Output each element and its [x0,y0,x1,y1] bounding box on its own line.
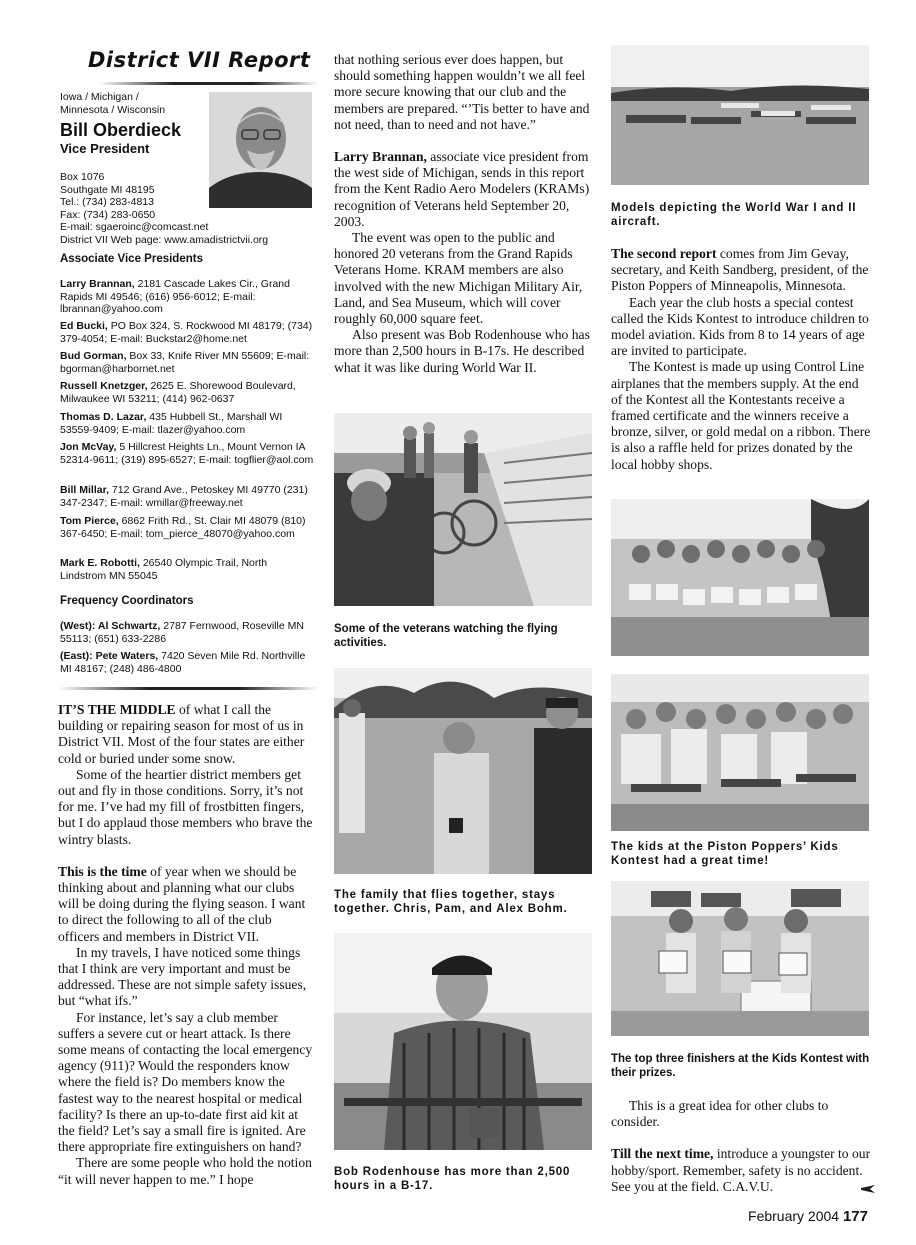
vp-contact [60,171,316,246]
paragraph: This is a great idea for other clubs to consider. [611,1098,829,1130]
freq-details: 2787 Fernwood, Roseville MN 55113; (651) 633-2286 [60,620,304,645]
avp-entry [60,484,316,509]
avp-entry [60,320,316,345]
paragraph: The Kontest is made up using Control Line airplanes that the members supply. At the end of the Kontest all the Kontestants receive a framed certificate and the winners receive a bronze, silver, or gold medal on a ribbon. There is also a raffle held for prizes donated by the local hobby shops. [611,359,871,472]
sidebar-rule [58,687,318,690]
paragraph-text: introduce a youngster to our hobby/sport. Remember, safety is no accident. See you at the field. C.A.V.U. [611,1146,871,1194]
paragraph [334,149,594,230]
avp-details: 2625 E. Shorewood Boulevard, Milwaukee WI 53211; (414) 962-0637 [60,380,296,405]
avp-details: 5 Hillcrest Heights Ln., Mount Vernon IA 52314-9611; (319) 895-6527; E-mail: togflier@aol.com [60,441,314,466]
lead-in: This is the time [58,863,147,879]
veterans-caption: Some of the veterans watching the flying activities. [334,623,558,649]
region [60,91,200,116]
avp-entry [60,350,316,375]
col3-closing [611,1098,873,1195]
col3-body [611,246,873,473]
models-caption: Models depicting the World War I and II aircraft. [611,202,857,228]
avp-details: Box 33, Knife River MN 55609; E-mail: bgorman@harbornet.net [60,350,310,375]
paragraph-text: of what I call the building or repairing season for most of us in District VII. Most of the four states are either cold or buried under some snow. [58,702,305,766]
rodenhouse-caption: Bob Rodenhouse has more than 2,500 hours in a B-17. [334,1166,571,1192]
paragraph-text: of year when we should be thinking about and planning what our clubs will be doing during the flying season. I want to direct the following to all of the club officers and members in District VII. [58,863,306,944]
region-line: Minnesota / Wisconsin [60,103,166,116]
avp-details: 26540 Olympic Trail, North Lindstrom MN 55045 [60,557,268,582]
col2-body [334,52,594,376]
page-footer [748,1208,868,1225]
lead-in: IT’S THE MIDDLE [58,702,176,717]
paragraph: In my travels, I have noticed some things that I think are very important and must be addressed. These are not simple safety issues, but “what ifs.” [58,944,307,1009]
avp-name: Larry Brannan, [60,278,135,290]
paragraph [58,864,316,945]
contact-line: Fax: (734) 283-0650 [60,208,156,221]
winners-photo [611,881,869,1036]
region-line: Iowa / Michigan / [60,91,139,103]
avp-name: Jon McVay, [60,441,117,453]
contact-line: E-mail: sgaeroinc@comcast.net [60,221,209,233]
avp-details: 6862 Frith Rd., St. Clair MI 48079 (810) 367-6450; E-mail: tom_pierce_48070@yahoo.com [60,515,306,540]
models-photo [611,45,869,185]
title-rule [98,82,318,85]
freq-name: (East): Pete Waters, [60,650,159,662]
vp-name: Bill Oberdieck [60,120,182,140]
paragraph: Also present was Bob Rodenhouse who has more than 2,500 hours in B-17s. He described what it was like during World War II. [334,327,590,375]
avp-name: Thomas D. Lazar, [60,411,147,423]
lead-in: Larry Brannan, [334,149,427,165]
avp-name: Russell Knetzger, [60,380,148,392]
veterans-photo [334,413,592,606]
ama-logo-icon [861,1180,875,1188]
paragraph: There are some people who hold the notion “it will never happen to me.” I hope [58,1155,312,1187]
avp-name: Ed Bucki, [60,320,108,332]
page-number: 177 [842,1208,868,1225]
avp-entry [60,380,316,405]
avp-entry [60,557,316,582]
freq-name: (West): Al Schwartz, [60,620,161,632]
freq-entry [60,650,316,675]
paragraph: The event was open to the public and honored 20 veterans from the Grand Rapids Veterans Home. KRAM members are also involved with the new Michigan Military Air, Land, and Sea Museum, which will cover roughly 60,000 square feet. [334,230,583,327]
contact-line: Southgate MI 48195 [60,183,155,196]
kids-caption: The kids at the Piston Poppers’ Kids Kontest had a great time! [611,841,839,867]
issue-date: February 2004 [748,1208,840,1224]
avp-details: 712 Grand Ave., Petoskey MI 49770 (231) 347-2347; E-mail: wmillar@freeway.net [60,484,308,509]
lead-in: The second report [611,246,717,261]
avp-entry [60,441,316,466]
report-title: District VII Report [88,48,311,72]
paragraph: For instance, let’s say a club member suffers a severe cut or heart attack. Is there some means of contacting the local emergency agency (911)? Would the responders know where the field is? Do members know the fastest way to the nearest hospital or medical facility? Is there an up-to-date first aid kit at the field? Let’s say a small fire is ignited. Are there appropriate fire extinguishers on hand? [58,1009,313,1155]
winners-caption: The top three finishers at the Kids Kontest with their prizes. [611,1053,870,1079]
avp-details: 2181 Cascade Lakes Cir., Grand Rapids MI 49546; (616) 956-6012; E-mail: lbrannan@yahoo.com [60,278,290,315]
paragraph [58,702,316,767]
avp-entry [60,515,316,540]
paragraph [611,246,873,295]
kids-group-photo-1 [611,499,869,656]
avp-name: Bud Gorman, [60,350,127,362]
paragraph-text: associate vice president from the west side of Michigan, sends in this report from the Kent Radio Aero Modelers (KRAMs) recognition of Veterans held September 20, 2003. [334,149,590,229]
family-caption: The family that flies together, stays together. Chris, Pam, and Alex Bohm. [334,889,568,915]
col1-body [58,702,316,1188]
paragraph: Some of the heartier district members get out and fly in those conditions. Sorry, it’s not for me. I’ve had my fill of frostbitten fingers, but I do applaud those members who brave the wintry blasts. [58,766,313,847]
contact-line: Tel.: (734) 283-4813 [60,196,154,208]
kids-group-photo-2 [611,674,869,831]
paragraph: that nothing serious ever does happen, but should something happen wouldn’t we all feel more secure knowing that our club and the members are prepared. “’Tis better to have and not need, than to need and not have.” [334,52,590,132]
paragraph: Each year the club hosts a special contest called the Kids Kontest to introduce children to model aviation. Kids from 8 to 14 years of age are invited to participate. [611,294,869,359]
contact-line: District VII Web page: www.amadistrictvii.org [60,233,269,246]
lead-in: Till the next time, [611,1146,714,1162]
paragraph [611,1146,873,1195]
vp-role: Vice President [60,141,150,156]
freq-entry [60,620,316,645]
avp-heading: Associate Vice Presidents [60,253,203,265]
freq-details: 7420 Seven Mile Rd. Northville MI 48167; (248) 486-4800 [60,650,306,675]
avp-name: Tom Pierce, [60,515,119,527]
avp-details: PO Box 324, S. Rockwood MI 48179; (734) 379-4054; E-mail: Buckstar2@home.net [60,320,313,345]
avp-entry [60,278,316,316]
rodenhouse-photo [334,933,592,1150]
paragraph-text: comes from Jim Gevay, secretary, and Keith Sandberg, president, of the Piston Poppers of Minneapolis, Minnesota. [611,246,869,294]
avp-name: Bill Millar, [60,484,110,496]
freq-heading: Frequency Coordinators [60,595,194,607]
avp-entry [60,411,316,436]
family-photo [334,668,592,874]
avp-details: 435 Hubbell St., Marshall WI 53559-9409; E-mail: tlazer@yahoo.com [60,411,283,436]
avp-name: Mark E. Robotti, [60,557,140,569]
contact-line: Box 1076 [60,171,105,183]
